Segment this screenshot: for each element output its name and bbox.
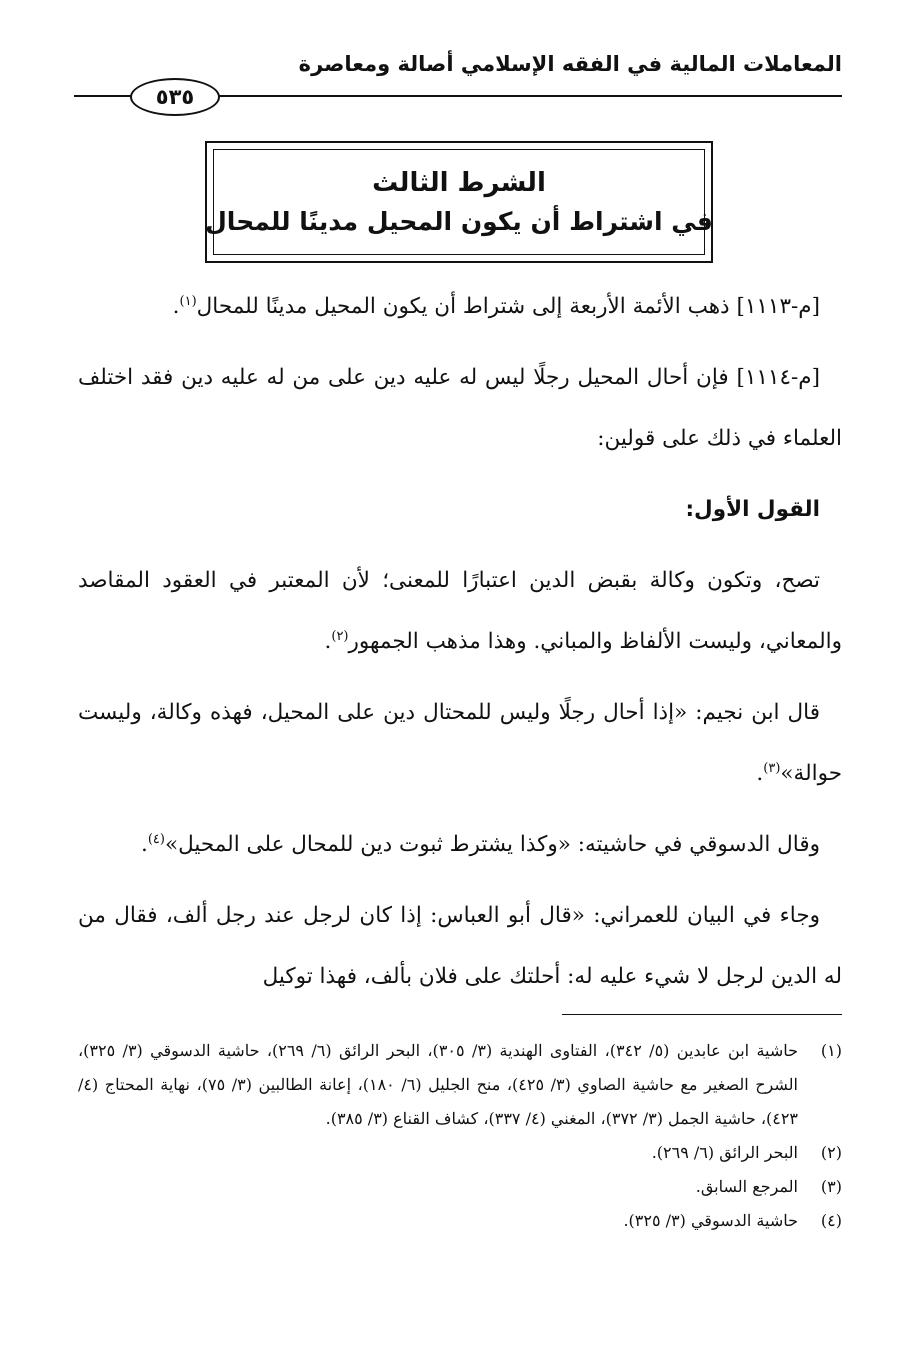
- paragraph-1113: [78, 276, 842, 337]
- footnote-number: (١): [820, 1041, 842, 1060]
- paragraph-text: وجاء في البيان للعمراني: «قال أبو العباس: إذا كان لرجل عند رجل ألف، فقال من له الدين لرجل لا شيء عليه له: أحلتك على فلان بألف، فهذا توكيل: [78, 903, 842, 989]
- paragraph-end: .: [324, 629, 332, 654]
- first-opinion-heading: [78, 479, 842, 540]
- section-subtitle: في اشتراط أن يكون المحيل مدينًا للمحال: [205, 206, 713, 236]
- footnote-text: حاشية ابن عابدين (٥/ ٣٤٢)، الفتاوى الهندية (٣/ ٣٠٥)، البحر الرائق (٦/ ٢٦٩)، حاشية الدسوقي (٣/ ٣٢٥)، الشرح الصغير مع حاشية الصاوي (٣/ ٤٢٥)، منح الجليل (٦/ ١٨٠)، إعانة الطالبين (٣/ ٧٥)، نهاية المحتاج (٤/ ٤٢٣)، حاشية الجمل (٣/ ٣٧٢)، المغني (٤/ ٣٣٧)، كشاف القناع (٣/ ٣٨٥).: [78, 1041, 799, 1128]
- running-head-title: المعاملات المالية في الفقه الإسلامي أصالة ومعاصرة: [298, 52, 842, 76]
- footnote-marker: (٤): [147, 831, 165, 847]
- page-number: ٥٣٥: [130, 78, 220, 116]
- section-title: الشرط الثالث: [372, 167, 546, 198]
- paragraph-text: تصح، وتكون وكالة بقبض الدين اعتبارًا للمعنى؛ لأن المعتبر في العقود المقاصد والمعاني، وليست الألفاظ والمباني. وهذا مذهب الجمهور: [78, 568, 842, 654]
- paragraph-text: [م-١١١٤] فإن أحال المحيل رجلًا ليس له عليه دين على من له عليه دين فقد اختلف العلماء في ذلك على قولين:: [78, 365, 842, 451]
- footnote-marker: (١): [179, 293, 197, 309]
- paragraph-end: .: [140, 832, 148, 857]
- paragraph-ibn-nujaym-quote: [78, 682, 842, 804]
- footnote-text: البحر الرائق (٦/ ٢٦٩).: [651, 1143, 798, 1162]
- heading-text: القول الأول:: [685, 497, 820, 522]
- section-title-frame: [205, 141, 713, 263]
- paragraph-end: .: [756, 761, 764, 786]
- footnote-number: (٢): [820, 1143, 842, 1162]
- paragraph-text: قال ابن نجيم: «إذا أحال رجلًا وليس للمحتال دين على المحيل، فهذه وكالة، وليست حوالة»: [78, 700, 842, 786]
- paragraph-text: وقال الدسوقي في حاشيته: «وكذا يشترط ثبوت دين للمحال على المحيل»: [164, 832, 820, 857]
- body-text: [78, 276, 842, 1017]
- paragraph-first-opinion: [78, 550, 842, 672]
- paragraph-imrani-quote: [78, 885, 842, 1007]
- footnote-text: حاشية الدسوقي (٣/ ٣٢٥).: [623, 1211, 798, 1230]
- paragraph-text: [م-١١١٣] ذهب الأئمة الأربعة إلى شتراط أن يكون المحيل مدينًا للمحال: [196, 294, 820, 319]
- footnote-marker: (٣): [763, 760, 781, 776]
- footnote-item: [78, 1204, 842, 1238]
- paragraph-1114: [78, 347, 842, 469]
- footnote-item: [78, 1136, 842, 1170]
- section-title-inner-frame: [205, 149, 713, 255]
- footnote-text: المرجع السابق.: [695, 1177, 798, 1196]
- footnote-number: (٣): [820, 1177, 842, 1196]
- footnote-item: [78, 1170, 842, 1204]
- footnote-item: [78, 1034, 842, 1136]
- footnote-separator: [562, 1014, 842, 1015]
- header-rule-right: [214, 95, 842, 97]
- paragraph-dasuqi-quote: [78, 814, 842, 875]
- footnote-number: (٤): [820, 1211, 842, 1230]
- footnotes: [78, 1034, 842, 1238]
- footnote-marker: (٢): [331, 628, 349, 644]
- paragraph-end: .: [172, 294, 180, 319]
